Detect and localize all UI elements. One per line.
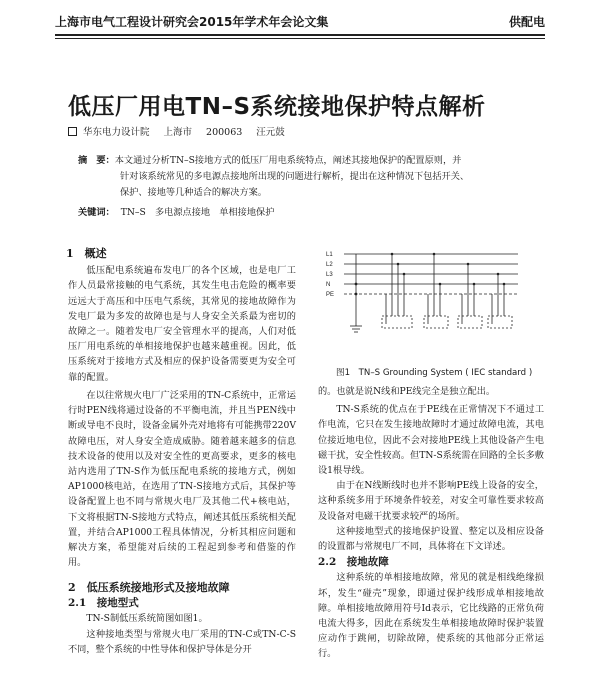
load-1 <box>382 254 412 328</box>
line-label-pe: PE <box>326 292 335 298</box>
junction-dot <box>403 273 406 276</box>
header-rule-thin <box>55 38 545 39</box>
keywords-label: 关键词： <box>78 207 115 218</box>
running-header <box>55 10 545 32</box>
left-column-bottom <box>68 388 296 570</box>
line-label-n: N <box>326 282 331 288</box>
author-name: 汪元鼓 <box>256 127 285 138</box>
right-column <box>318 384 544 662</box>
line-label-l3: L3 <box>326 272 333 278</box>
tn-s-grounding-diagram <box>322 246 522 361</box>
paragraph: TN-S制低压系统简图如图1。 <box>86 613 208 625</box>
abstract-line: 本文通过分析TN–S接地方式的低压厂用电系统特点，阐述其接地保护的配置原则，并 <box>114 155 462 166</box>
section-2-1-heading: 2.1 接地型式 <box>68 597 139 610</box>
author-postcode: 200063 <box>206 127 243 138</box>
author-org: 华东电力设计院 <box>83 127 150 138</box>
keywords <box>78 204 274 218</box>
junction-dot <box>355 293 358 296</box>
section-2-heading: 2 低压系统接地形式及接地故障 <box>68 581 230 594</box>
figure-caption: 图1 TN–S Grounding System ( IEC standard ) <box>336 368 533 378</box>
author-line <box>68 124 285 138</box>
load-4 <box>488 274 512 328</box>
load-2 <box>424 254 448 328</box>
junction-dot <box>397 263 400 266</box>
section-2-2-heading: 2.2 接地故障 <box>318 556 389 569</box>
paragraph: TN-S系统的优点在于PE线在正常情况下不通过工作电流，它只在发生接地故障时才通过故障电流，其电位接近地电位，因此不会对接地PE线上其他设备产生电磁干扰，安全性较高。但TN-S系统需在回路的全长多敷设1根导线。 <box>318 404 544 477</box>
abstract-line: 针对该系统常见的多电源点接地所出现的问题进行解析，提出在这种情况下包括开关、 <box>120 171 470 182</box>
left-column-section-2 <box>68 580 296 657</box>
publication-name: 上海市电气工程设计研究会2015年学术年会论文集 <box>55 15 329 29</box>
author-city: 上海市 <box>163 127 193 138</box>
junction-dot <box>473 283 476 286</box>
paragraph: 在以往常规火电厂广泛采用的TN-C系统中，正常运行时PEN线将通过设备的不平衡电流，并且当PEN线中断或导电不良时，设备金属外壳对地将有可能携带220V故障电压，对人身安全造成威胁。随着越来越多的信息技术设备的使用以及对安全性的更高要求，更多的核电站内选用了TN-S作为低压配电系统的接地方式，例如AP1000核电站，在选用了TN-S接地方式后，其保护等设备配置上也不同与常规火电厂及其他二代+核电站，下文将根据TN-S接地方式特点，阐述其低压系统相关配置，并结合AP1000工程具体情况，分析其相应问题和解决方案，希望能对后续的工程起到参考和借鉴的作用。 <box>68 390 296 569</box>
header-rule-thick <box>55 34 545 36</box>
junction-dot <box>391 253 394 256</box>
paragraph: 这种系统的单相接地故障，常见的就是相线绝缘损坏，发生“碰壳”现象，即通过保护线形成单相接地故障。单相接地故障用符号Id表示，它比线路的正常负荷电流大得多，因此在系统发生单相接地故障时保护装置应动作于跳闸，切除故障，使系统的其他部分正常运行。 <box>318 572 544 660</box>
keywords-text: TN–S 多电源点接地 单相接地保护 <box>120 207 275 218</box>
junction-dot <box>497 273 500 276</box>
left-column-top <box>68 246 296 385</box>
section-1-heading: 1 概述 <box>66 247 107 260</box>
line-label-l1: L1 <box>326 252 333 258</box>
junction-dot <box>503 283 506 286</box>
article-title: 低压厂用电TN–S系统接地保护特点解析 <box>68 94 486 120</box>
abstract-line: 保护、接地等几种适合的解决方案。 <box>120 187 267 198</box>
abstract-label: 摘 要： <box>78 155 115 166</box>
paragraph: 这种接地型式的接地保护设置、整定以及相应设备的设置都与常规电厂不同，具体将在下文详述。 <box>318 525 544 553</box>
paragraph: 低压配电系统遍布发电厂的各个区域，也是电厂工作人员最常接触的电气系统，其发生电击危险的概率要远远大于高压和中压电气系统，其常见的接地故障作为发电厂最为多发的故障也是与人身安全关系最为密切的故障之一。随着发电厂安全管理水平的提高，人们对低压厂用电系统的单相接地保护也越来越重视。因此，低压系统对于接地方式及相应的保护设备需要更为安全可靠的配置。 <box>68 265 296 383</box>
junction-dot <box>439 283 442 286</box>
section-name: 供配电 <box>508 15 545 29</box>
junction-dot <box>433 253 436 256</box>
abstract <box>78 153 530 201</box>
line-label-l2: L2 <box>326 262 333 268</box>
junction-dot <box>355 283 358 286</box>
paragraph: 由于在N线断线时也并不影响PE线上设备的安全，这种系统多用于环境条件较差，对安全可靠性要求较高及设备对电磁干扰要求较严的场所。 <box>318 480 544 522</box>
checkbox-icon <box>68 127 77 136</box>
paragraph: 这种接地类型与常规火电厂采用的TN-C或TN-C-S不同，整个系统的中性导体和保护导体是分开 <box>68 628 296 655</box>
paragraph: 的。也就是说N线和PE线完全是独立配出。 <box>318 386 496 397</box>
junction-dot <box>467 263 470 266</box>
